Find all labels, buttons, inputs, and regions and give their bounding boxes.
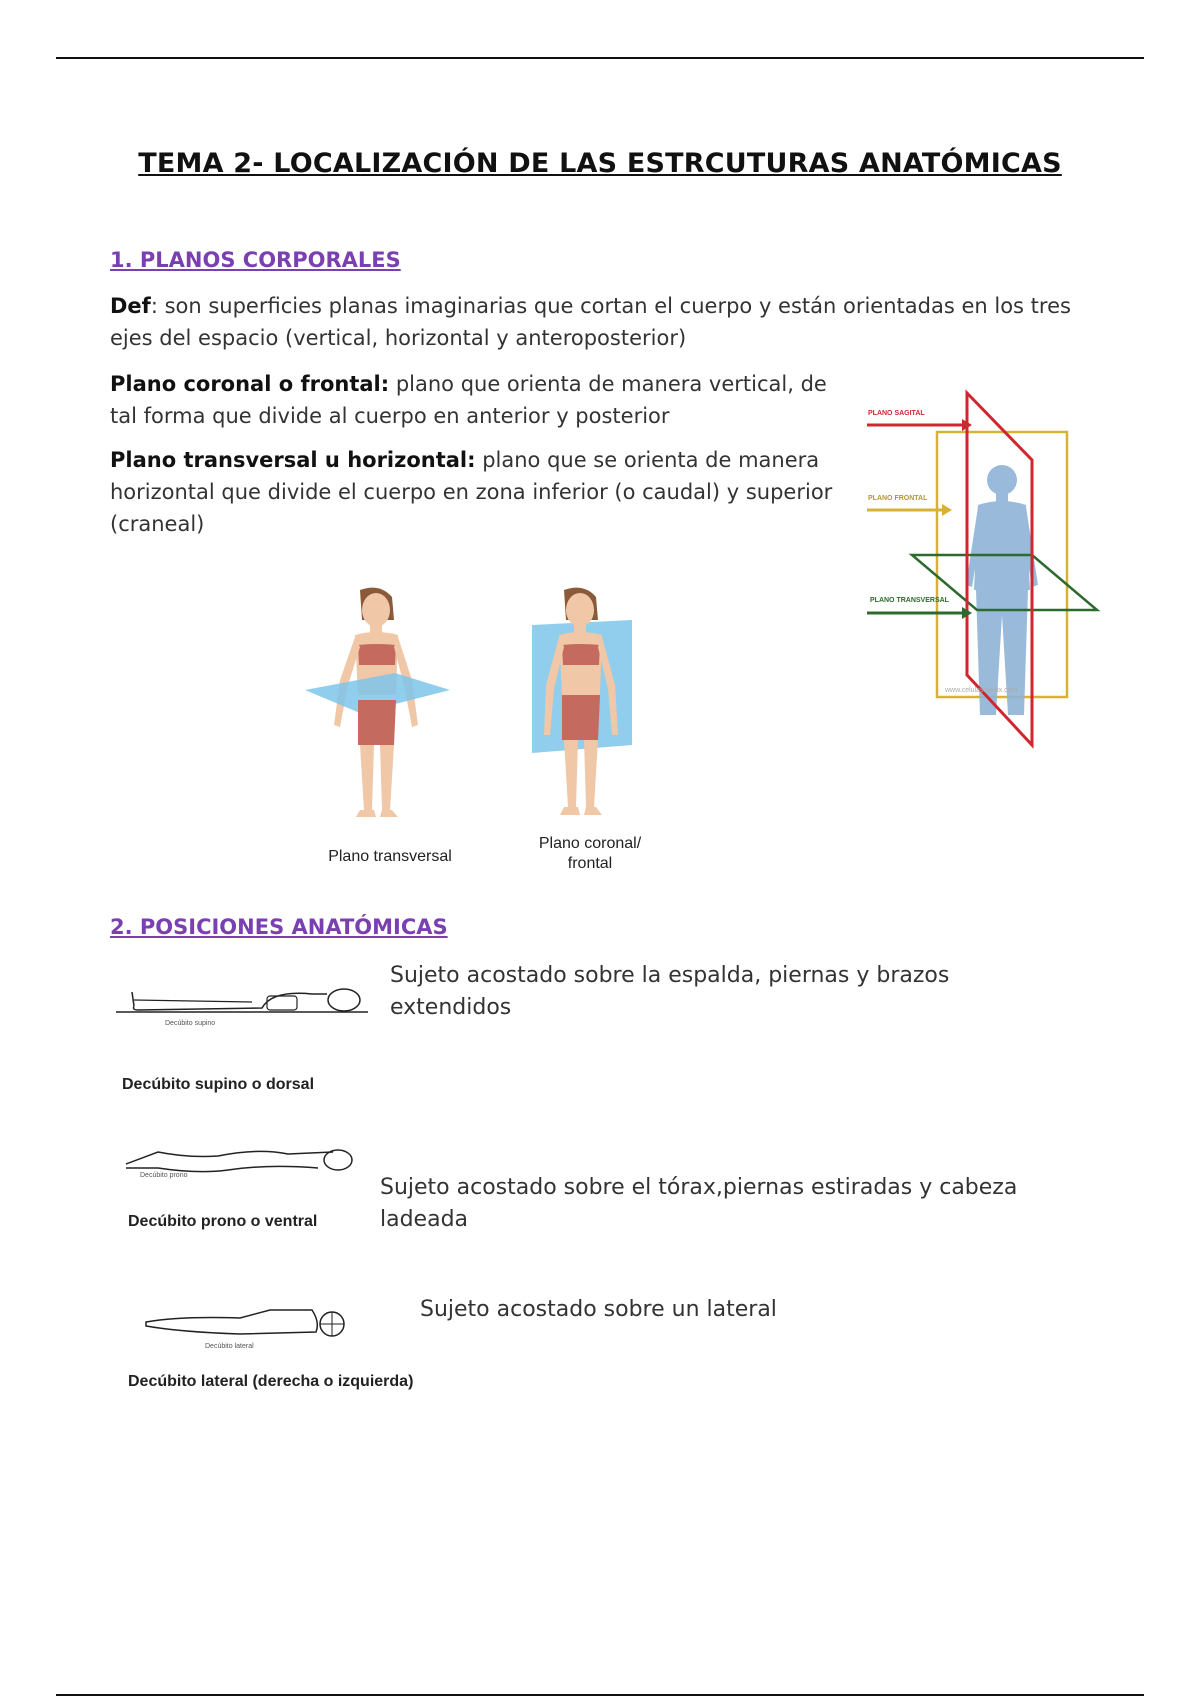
position-label-lateral: Decúbito lateral (derecha o izquierda)	[128, 1373, 414, 1390]
transversal-plane-label: PLANO TRANSVERSAL	[870, 597, 949, 604]
caption-coronal-line1: Plano coronal/	[538, 835, 642, 852]
transversal-plane-figure	[300, 585, 460, 830]
diagram-watermark: www.celulasmedix.com	[945, 687, 1018, 694]
lateral-figure-caption: Decúbito lateral	[205, 1343, 254, 1350]
prone-head-icon	[324, 1150, 352, 1170]
caption-coronal-line2: frontal	[567, 855, 613, 872]
caption-transversal: Plano transversal	[328, 848, 452, 865]
transversal-text: plano que se orienta de manera horizontal que divide el cuerpo en zona inferior (o caudal) y superior (craneal)	[110, 448, 833, 536]
coronal-paragraph	[110, 368, 850, 432]
bottom-rule	[56, 1694, 1144, 1696]
coronal-text: plano que orienta de manera vertical, de tal forma que divide al cuerpo en anterior y posterior	[110, 372, 827, 428]
position-label-prone: Decúbito prono o ventral	[128, 1213, 318, 1230]
supine-head-icon	[328, 989, 360, 1011]
supine-position-figure	[112, 968, 372, 1028]
section-heading-planos: 1. PLANOS CORPORALES	[110, 248, 401, 272]
lateral-body-icon	[146, 1310, 317, 1334]
planes-diagram	[862, 385, 1102, 755]
section-heading-posiciones: 2. POSICIONES ANATÓMICAS	[110, 915, 448, 939]
top-rule	[56, 57, 1144, 59]
position-desc-lateral: Sujeto acostado sobre un lateral	[420, 1297, 777, 1322]
coronal-label: Plano coronal o frontal:	[110, 372, 390, 396]
transversal-paragraph	[110, 444, 860, 540]
definition-label: Def	[110, 294, 151, 318]
supine-figure-caption: Decúbito supino	[165, 1020, 216, 1027]
position-desc-prone: Sujeto acostado sobre el tórax,piernas estiradas y cabeza ladeada	[380, 1175, 1018, 1232]
frontal-plane-label: PLANO FRONTAL	[868, 495, 928, 502]
definition-paragraph	[110, 290, 1090, 354]
prone-figure-caption: Decúbito prono	[140, 1172, 188, 1179]
coronal-plane-figure	[520, 585, 640, 830]
definition-text: : son superficies planas imaginarias que cortan el cuerpo y están orientadas en los tres ejes del espacio (vertical, horizontal y anteroposterior)	[110, 294, 1071, 350]
position-label-supine: Decúbito supino o dorsal	[122, 1076, 315, 1093]
prone-body-icon	[126, 1151, 333, 1164]
sagital-plane-label: PLANO SAGITAL	[868, 410, 925, 417]
page-title: TEMA 2- LOCALIZACIÓN DE LAS ESTRCUTURAS ANATÓMICAS	[138, 148, 1062, 179]
body-silhouette-icon	[966, 465, 1038, 715]
position-desc-supine: Sujeto acostado sobre la espalda, piernas y brazos extendidos	[390, 963, 950, 1020]
lateral-position-figure	[140, 1296, 370, 1346]
transversal-label: Plano transversal u horizontal:	[110, 448, 476, 472]
woman-legs-icon	[356, 700, 398, 817]
